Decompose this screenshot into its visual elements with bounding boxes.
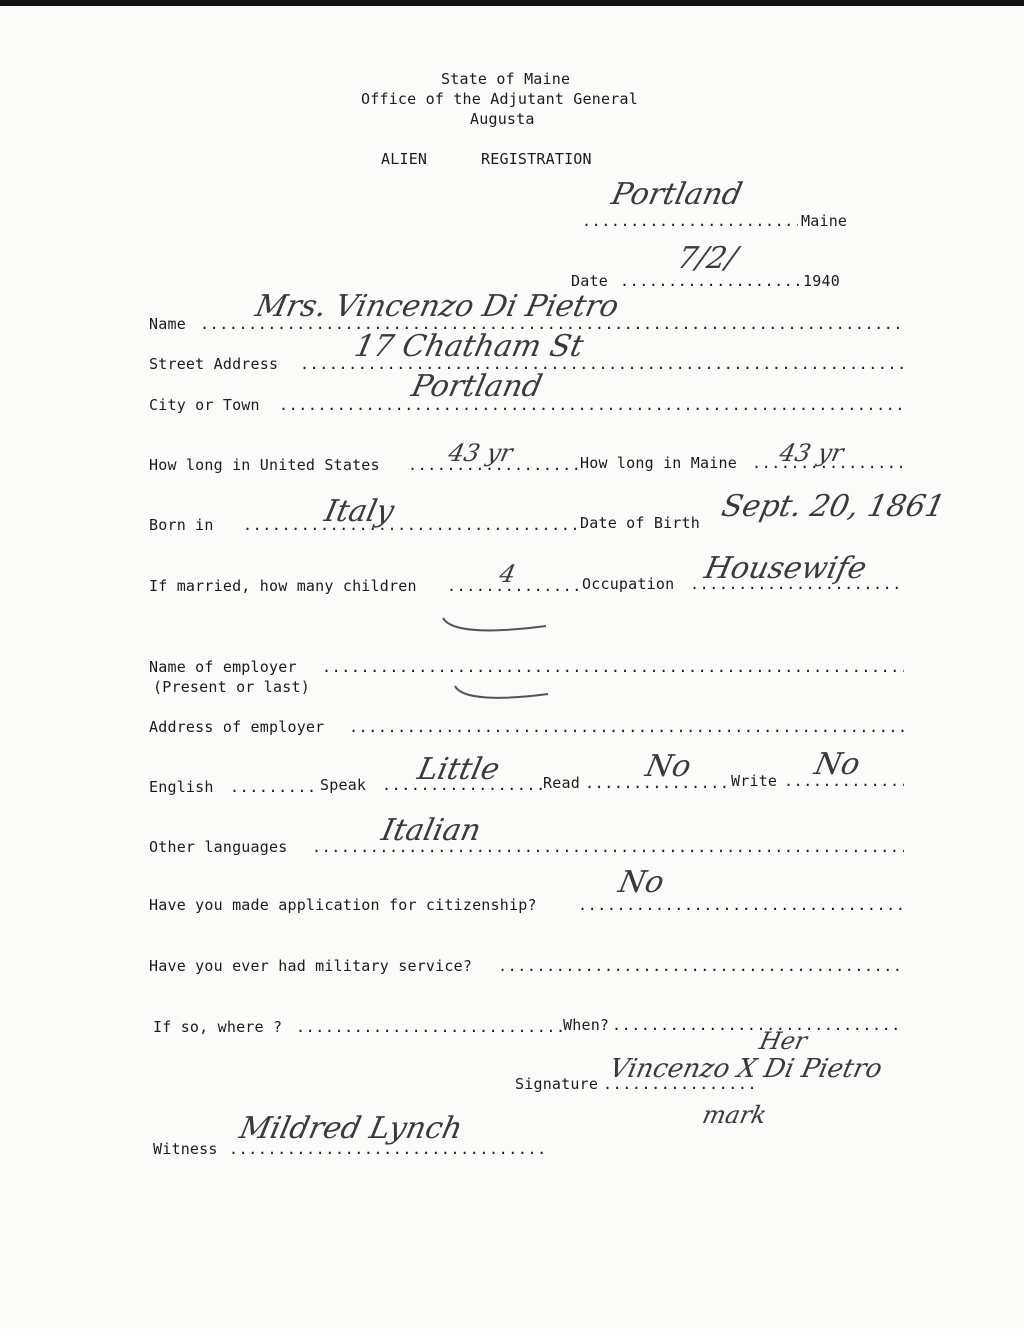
occupation-label: Occupation: [582, 575, 675, 593]
children-label: If married, how many children: [149, 577, 417, 595]
date-year: 1940: [803, 272, 840, 290]
write-label: Write: [731, 772, 778, 790]
read-value: No: [642, 749, 695, 784]
if-so-dots: [296, 1018, 564, 1036]
children-value: 4: [497, 560, 519, 588]
speak-value: Little: [414, 752, 503, 787]
born-in-value: Italy: [321, 494, 398, 529]
occupation-value: Housewife: [701, 551, 870, 586]
born-in-label: Born in: [149, 516, 214, 534]
born-in-dots: [243, 516, 578, 534]
date-label: Date: [571, 272, 608, 290]
how-long-us-label: How long in United States: [149, 456, 380, 474]
military-label: Have you ever had military service?: [149, 957, 473, 975]
dob-value: Sept. 20, 1861: [718, 489, 949, 524]
military-dots: [498, 957, 904, 975]
pen-stroke-mark: [440, 612, 550, 636]
scan-edge: [0, 0, 1024, 6]
name-label: Name: [149, 315, 186, 333]
header-registration: REGISTRATION: [481, 150, 592, 168]
english-label: English: [149, 778, 214, 796]
citizenship-value: No: [615, 865, 668, 900]
signature-mark: mark: [700, 1101, 770, 1129]
street-value: 17 Chatham St: [351, 329, 587, 364]
signature-label: Signature: [515, 1075, 599, 1093]
read-label: Read: [543, 774, 580, 792]
how-long-maine-value: 43 yr: [777, 439, 847, 467]
signature-her: Her: [757, 1027, 810, 1055]
when-dots: [612, 1016, 904, 1034]
signature-value: Vincenzo X Di Pietro: [606, 1054, 885, 1084]
header-city: Augusta: [470, 110, 535, 128]
header-office: Office of the Adjutant General: [361, 90, 638, 108]
name-value: Mrs. Vincenzo Di Pietro: [252, 289, 622, 324]
how-long-us-value: 43 yr: [446, 439, 516, 467]
city-label: City or Town: [149, 396, 260, 414]
when-label: When?: [563, 1016, 610, 1034]
employer-label: Name of employer: [149, 658, 297, 676]
street-label: Street Address: [149, 355, 279, 373]
employer-address-dots: [349, 718, 904, 736]
pen-stroke-mark: [452, 682, 552, 704]
how-long-maine-label: How long in Maine: [580, 454, 737, 472]
citizenship-label: Have you made application for citizenship?: [149, 896, 537, 914]
employer-sublabel: (Present or last): [153, 678, 310, 696]
place-dots: [582, 212, 798, 230]
date-value: 7/2/: [674, 241, 741, 276]
header-alien: ALIEN: [381, 150, 428, 168]
employer-address-label: Address of employer: [149, 718, 325, 736]
english-dots: [230, 778, 320, 796]
write-value: No: [811, 747, 864, 782]
speak-label: Speak: [320, 776, 367, 794]
header-state: State of Maine: [441, 70, 571, 88]
other-languages-label: Other languages: [149, 838, 288, 856]
witness-label: Witness: [153, 1140, 218, 1158]
dob-label: Date of Birth: [580, 514, 700, 532]
witness-value: Mildred Lynch: [236, 1111, 466, 1146]
city-dots: [279, 396, 904, 414]
city-value: Portland: [408, 369, 546, 404]
other-languages-value: Italian: [378, 813, 485, 848]
place-label: Maine: [801, 212, 848, 230]
place-value: Portland: [608, 177, 746, 212]
if-so-label: If so, where ?: [153, 1018, 283, 1036]
employer-dots: [322, 658, 904, 676]
